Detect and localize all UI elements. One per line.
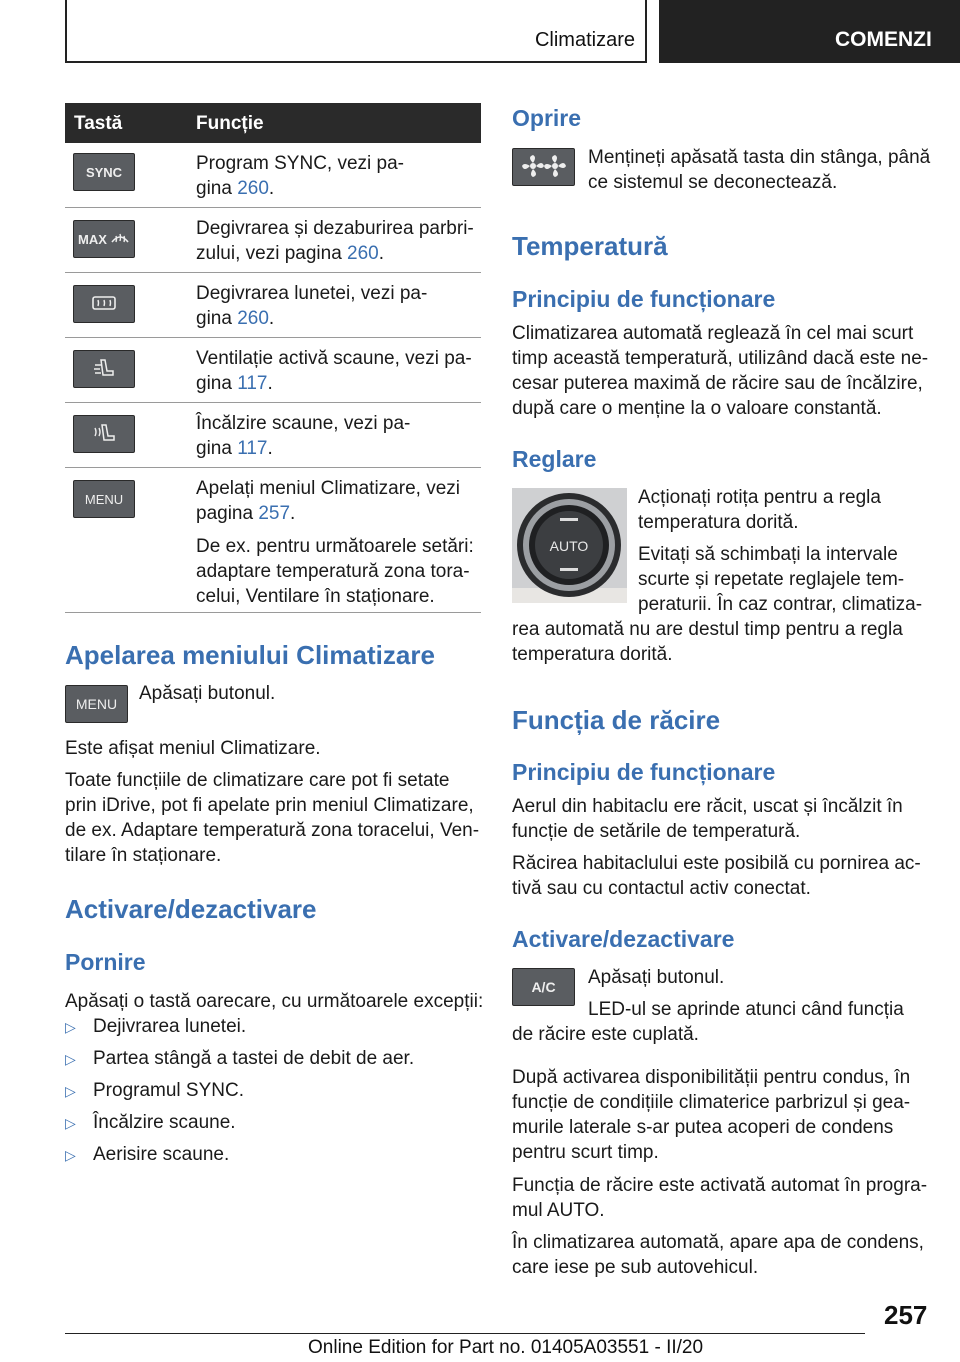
header-section: COMENZI xyxy=(835,28,932,51)
seat-ventilation-key-icon xyxy=(73,350,135,388)
table-row xyxy=(65,468,481,613)
footer-edition: Online Edition for Part no. 01405A03551 - II/20 xyxy=(308,1337,704,1358)
list-item: ▷ Programul SYNC. xyxy=(65,1080,244,1101)
menu-key-icon: MENU xyxy=(73,480,135,518)
menu-button-icon: MENU xyxy=(65,685,128,723)
list-item: ▷ Încălzire scaune. xyxy=(65,1112,236,1133)
condensation-text: După activarea disponibilității pentru condus, în funcție de condițiile climaterice parbrizul și gea- murile laterale s-ar putea acoperi de condens pentru scurt timp. xyxy=(512,1067,911,1163)
list-item: ▷ Aerisire scaune. xyxy=(65,1144,230,1165)
fan-off-key-icon xyxy=(512,148,575,186)
page-link[interactable]: 260 xyxy=(237,178,269,199)
heading-cooling: Funcția de răcire xyxy=(512,705,721,735)
menu-shown-text: Este afișat meniul Climatizare. xyxy=(65,738,321,759)
row-text: Program SYNC, vezi pa- gina 260. xyxy=(196,153,405,199)
seat-heating-key-icon xyxy=(73,415,135,453)
avoid-text: Evitați să schimbați la intervale scurte și repetate reglajele tem- peraturii. În caz contrar, climatiza- xyxy=(638,544,923,615)
heading-principle-cooling: Principiu de funcționare xyxy=(512,759,776,785)
col-key-header: Tastă xyxy=(74,113,123,134)
ac-button-icon: A/C xyxy=(512,968,575,1006)
table-row xyxy=(65,403,481,468)
list-item: ▷ Dejivrarea lunetei. xyxy=(65,1016,247,1037)
table-row xyxy=(65,208,481,273)
row-text: Ventilație activă scaune, vezi pa- gina 117. xyxy=(196,348,472,394)
cooling-text: Aerul din habitaclu ere răcit, uscat și încălzit în funcție de setările de temperatură. xyxy=(512,796,903,842)
row-text: Încălzire scaune, vezi pa- gina 117. xyxy=(196,413,411,459)
heading-stop: Oprire xyxy=(512,105,582,131)
table-row xyxy=(65,273,481,338)
row-text: Degivrarea lunetei, vezi pa- gina 260. xyxy=(196,283,428,329)
table-header xyxy=(65,103,481,143)
table-row xyxy=(65,143,481,208)
heading-principle: Principiu de funcționare xyxy=(512,286,776,312)
page-link[interactable]: 260 xyxy=(237,308,269,329)
heading-adjust: Reglare xyxy=(512,446,597,472)
page-link[interactable]: 117 xyxy=(237,373,268,394)
footer-divider xyxy=(65,1333,865,1334)
col-function-header: Funcție xyxy=(196,113,264,134)
heading-temperature: Temperatură xyxy=(512,231,668,261)
adjust-text: Acționați rotița pentru a regla temperatura dorită. xyxy=(638,487,881,533)
heading-start: Pornire xyxy=(65,949,146,975)
avoid-text-cont: rea automată nu are destul timp pentru a regla temperatura dorită. xyxy=(512,619,903,665)
heading-onoff: Activare/dezactivare xyxy=(65,894,317,924)
principle-text: Climatizarea automată reglează în cel mai scurt timp această temperatură, utilizând dacă este ne- cesar puterea maximă de răcire sau de încălzire, după care o menține la o valoare constantă. xyxy=(512,323,929,419)
auto-cooling-text: Funcția de răcire este activată automat în progra- mul AUTO. xyxy=(512,1175,928,1221)
header-title: Climatizare xyxy=(534,29,635,51)
menu-description: Toate funcțiile de climatizare care pot fi setate prin iDrive, pot fi apelate prin meniul Climatizare, de ex. Adaptare temperatură zona toracelui, Ven- tilare în staționare. xyxy=(65,770,480,866)
heading-menu: Apelarea meniului Climatizare xyxy=(65,640,435,670)
page-number: 257 xyxy=(884,1300,928,1330)
page-link[interactable]: 117 xyxy=(237,438,268,459)
stop-text: Mențineți apăsată tasta din stânga, până ce sistemul se deconectează. xyxy=(588,147,931,193)
ac-led-text: LED-ul se aprinde atunci când funcția xyxy=(588,999,904,1020)
max-defrost-key-icon: MAX xyxy=(73,220,135,258)
temperature-dial-image xyxy=(512,488,627,603)
ac-press-text: Apăsați butonul. xyxy=(588,967,725,988)
key-function-table xyxy=(65,103,481,613)
list-item: ▷ Partea stângă a tastei de debit de aer. xyxy=(65,1048,415,1069)
dial-label: AUTO xyxy=(549,538,589,554)
rear-defrost-key-icon xyxy=(73,285,135,323)
press-text: Apăsați butonul. xyxy=(139,683,276,704)
row-text: Apelați meniul Climatizare, vezi pagina 257. De ex. pentru următoarele setări: adaptare temperatură zona tora- celui, Ventilare în staționare. xyxy=(196,478,474,607)
water-text: În climatizarea automată, apare apa de condens, care iese pe sub autovehicul. xyxy=(512,1232,924,1278)
row-text: Degivrarea și dezaburirea parbri- zului, vezi pagina 260. xyxy=(196,218,474,264)
cooling-text-2: Răcirea habitaclului este posibilă cu pornirea ac- tivă sau cu contactul activ conectat. xyxy=(512,853,921,899)
heading-onoff-cooling: Activare/dezactivare xyxy=(512,926,735,952)
ac-led-text-cont: de răcire este cuplată. xyxy=(512,1024,699,1045)
start-text: Apăsați o tastă oarecare, cu următoarele excepții: xyxy=(65,991,484,1012)
table-row xyxy=(65,338,481,403)
sync-key-icon: SYNC xyxy=(73,153,135,191)
page-link[interactable]: 257 xyxy=(258,503,291,524)
page-link[interactable]: 260 xyxy=(347,243,379,264)
